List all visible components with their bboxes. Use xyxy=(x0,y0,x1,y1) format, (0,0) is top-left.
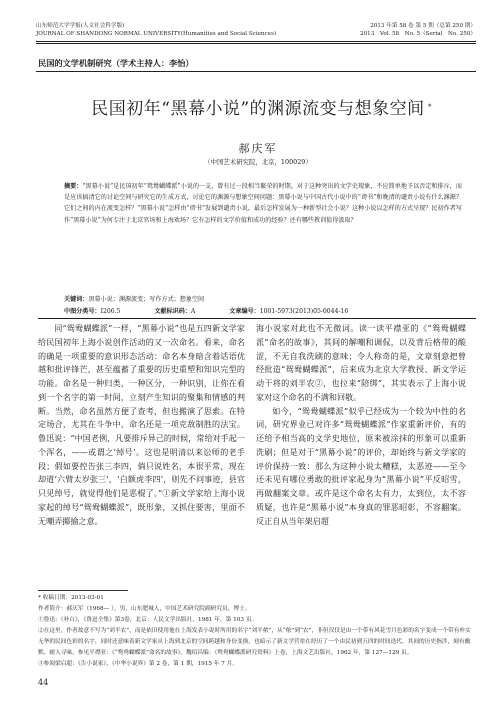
keywords xyxy=(64,294,462,303)
footnote-1: ①鲁迅：《补白》，《鲁迅全集》第3卷，北京：人民文学出版社，1981 年，第 103 页。 xyxy=(38,617,258,623)
body-column-right xyxy=(256,322,466,528)
column-rule xyxy=(36,71,476,72)
body-column-left xyxy=(38,322,245,528)
article-title: 民国初年“黑幕小说”的渊源流变与想象空间 xyxy=(91,99,425,119)
journal-name-cn: 山东师范大学学报(人文社会科学版) xyxy=(36,23,125,29)
keywords-text: 黑幕小说；渊源流变；写作方式；想象空间 xyxy=(88,296,205,303)
footnote-author: 作者简介：郝庆军（1968— ），男，山东肥城人，中国艺术研究院副研究员，博士。 xyxy=(38,606,251,612)
classification xyxy=(64,306,462,315)
author: 郝庆军 xyxy=(238,142,278,155)
title-footnote-mark: * xyxy=(428,103,432,111)
doc-code-value: A xyxy=(190,308,196,315)
body-paragraph: 如今，“鸳鸯蝴蝶派”似乎已经成为一个较为中性的名词，研究界业已对许多“鸳鸯蝴蝶派”作家重新评价，有的还给予相当高的文学史地位，原来被涂抹的形象可以重新洗刷；但是对于“黑幕小说”的评价，却始终与新文学家的评价保持一致：那么为这种小说太糟糕，太恶迹——至今还未见有哪位勇敢的批评家起身为“黑幕小说”平反昭雪，再做翻案文章。或许是这个命名太有力，太到位，太不容质疑，也许是“黑幕小说”本身真的罪恶昭彰，不容翻案。反正自从当年架启超 xyxy=(256,405,466,526)
article-id-value: 1001-5973(2013)05-0044-16 xyxy=(259,308,349,315)
abstract-text: “黑幕小说”是民国初年“鸳鸯蝴蝶派”小说的一支，曾有过一段相当繁荣的时期。对于这种突出的文学史现象，不应简单地予以否定和排斥，而是应该搞清它的讨论空间与研究它的生成方式，讨论它的渊源与想象空间问题：黑幕小说与中国古代小说中的“谤书”和晚清的谴责小说有什么渊源？它们之间的内在流变怎样？“黑幕小说”怎样由“谤书”发展到谴责小说，最后怎样发展为一种新型社会小说？这种小说以怎样的方式呈现？民初作者写作“黑幕小说”为何专注于北京官场和上海欢场？它有怎样的文学价值和成功的经验？还有哪些教训值得汲取？ xyxy=(64,183,462,224)
footnote-2: ②在这里，作者故意不写为“刘半农”，而是依旧使用他在上海发表小说时所用的名字“刘半侬”，从“侬”到“农”，非但仅仅是由一个带有风花雪月色彩的名字变成一个带有朴实无华的民间色彩的名字，同时还意味着新文学家从上海到北京的空间跨越和身份变换，也暗示了新文学营垒在经历了一个由民初到五四的时间迭代。其间的历史指涉，刻有幽默、耐人寻味。参见平襟亚：《“鸳鸯蝴蝶派”命名的故事》，魏绍昌编：《鸳鸯蝴蝶派研究资料》上卷，上海文艺出版社，1962 年，第 127—129 页。 xyxy=(38,628,471,656)
clc-label: 中图分类号： xyxy=(64,308,101,315)
footnote-3: ③参阅梁启超：《告小说家》，《中华小说界》第 2 卷，第 1 期，1915 年 7 月。 xyxy=(38,661,239,667)
abstract-label: 摘要： xyxy=(64,183,83,190)
doc-code-label: 文献标识码： xyxy=(154,308,191,315)
journal-name-en: JOURNAL OF SHANDONG NORMAL UNIVERSITY(Humanities and Social Sciences) xyxy=(36,31,277,37)
article-id-label: 文章编号： xyxy=(229,308,260,315)
affiliation: （中国艺术研究院，北京，100029） xyxy=(204,158,312,166)
journal-name xyxy=(36,22,276,38)
header-rule xyxy=(36,41,476,42)
page-number: 44 xyxy=(38,678,49,687)
column-title: 民国的文学机制研究（学术主持人：李怡） xyxy=(38,58,194,68)
body-paragraph: 同“鸳鸯蝴蝶派”一样，“黑幕小说”也是五四新文学家给民国初年上海小说创作活动的又一次命名。看来，命名的确是一项重要的意识形态活动：命名本身暗含着话语优越和批评锋芒，甚至蕴蓄了重要的历史重塑和知识完型的功能。命名是一种归类，一种区分，一种识别，让你在看到一个名字的第一时间，立刻产生知识的聚集和情感的判断。当然，命名虽然方便了查考，但也搬演了思索。在特定场合，尤其在斗争中，命名还是一项克敌制胜的法宝。鲁迅说：“中国老例，凡要排斥异己的时候，常给对手起一个浑名，——或谓之‘绰号’。这也是明清以来讼师的老手段；假如要控告张三李四，倘只说姓名，本很平常，现在却道‘六臂太岁张三’，‘白额虎李四’，则先不问事迹，县官只见绰号，就觉得他们是恶棍了。”①新文学家给上海小说家起的绰号“鸳鸯蝴蝶派”，既形象，又抓住要害，里面不无嘲弄揶揄之意。 xyxy=(38,323,245,526)
issue-info-en: 2013 Vol. 58 No. 5（Serial No. 250） xyxy=(360,31,476,37)
header-rule-thin xyxy=(36,43,476,44)
clc-value: I206.5 xyxy=(100,308,121,315)
footnote-received: * 收稿日期：2013-03-01 xyxy=(38,595,104,601)
body-paragraph: 海小说家对此也不无微词。读一读平襟亚的《“鸳鸯蝴蝶派”命名的故事》，其间的解嘲和调侃，以及背后格带的酸涩，不无自我洗刷的意味；令人称奇的是，文章刻意把曾经批造“鸳鸯蝴蝶派”，后来成为北京大学教授、新文学运动干将的刘半农②，也拉来“陪绑”，其实表示了上海小说家对这个命名的不满和回敬。 xyxy=(256,323,466,402)
issue-info-cn: 2013 年第 58 卷 第 5 期（总第 250 期） xyxy=(370,23,476,29)
abstract-rule xyxy=(38,318,476,319)
footnotes xyxy=(38,593,476,670)
keywords-label: 关键词： xyxy=(64,296,89,303)
issue-info xyxy=(360,22,476,38)
footnote-rule xyxy=(38,590,128,591)
abstract xyxy=(64,181,462,226)
